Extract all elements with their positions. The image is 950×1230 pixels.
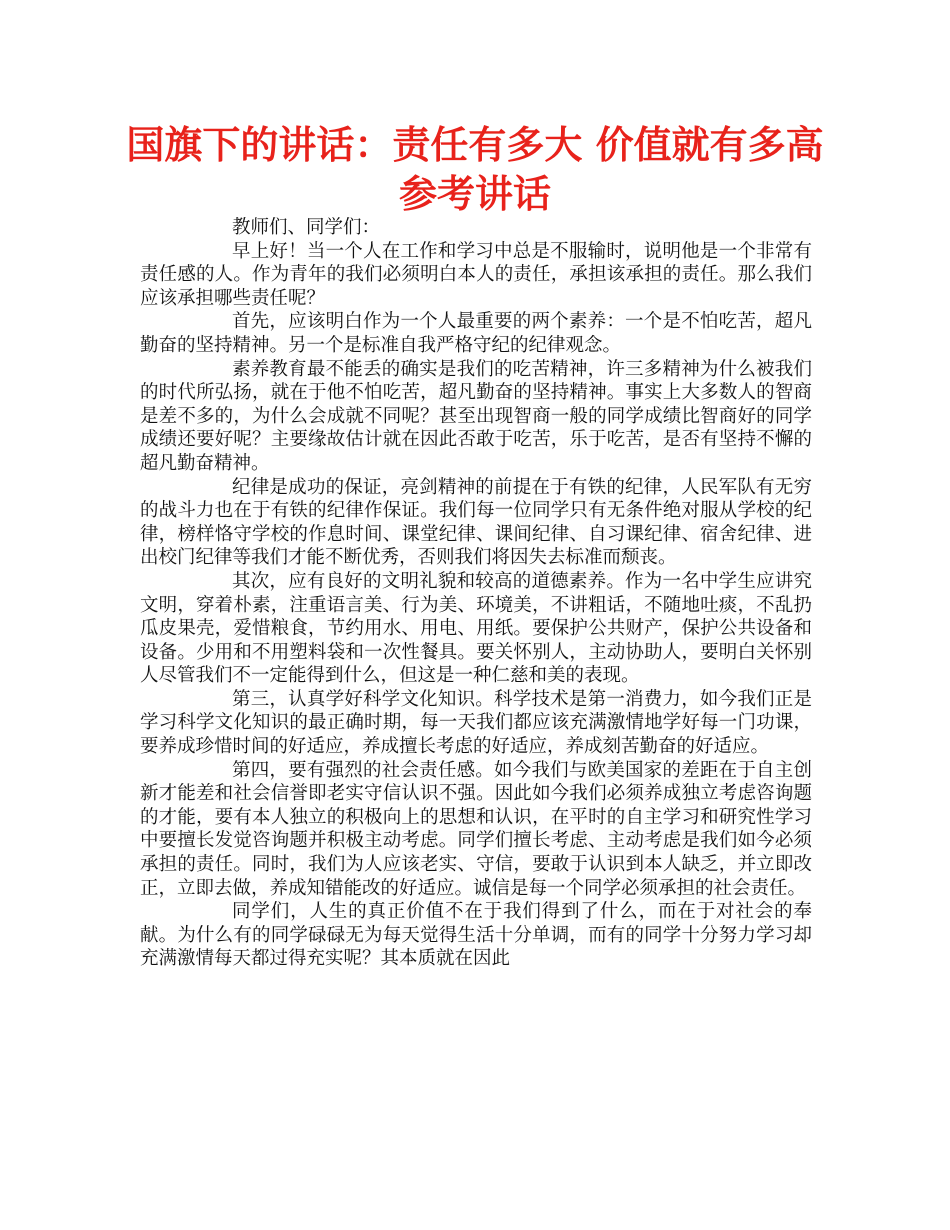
document-title-line2: 参考讲话 [398,172,551,216]
paragraph-2: 首先，应该明白作为一个人最重要的两个素养：一个是不怕吃苦，超凡勤奋的坚持精神。另一个是标准自我严格守纪的纪律观念。 [140,311,812,356]
salutation: 教师们、同学们： [232,217,381,238]
document-body [140,216,812,971]
paragraph-4: 纪律是成功的保证，亮剑精神的前提在于有铁的纪律，人民军队有无穷的战斗力也在于有铁的纪律作保证。我们每一位同学只有无条件绝对服从学校的纪律，榜样恪守学校的作息时间、课堂纪律、课间纪律、自习课纪律、宿舍纪律、进出校门纪律等我们才能不断优秀，否则我们将因失去标准而颓丧。 [140,476,812,569]
paragraph-3: 素养教育最不能丢的确实是我们的吃苦精神，许三多精神为什么被我们的时代所弘扬，就在于他不怕吃苦，超凡勤奋的坚持精神。事实上大多数人的智商是差不多的，为什么会成就不同呢？甚至出现智商一般的同学成绩比智商好的同学成绩还要好呢？主要缘故估计就在因此否敢于吃苦，乐于吃苦，是否有坚持不懈的超凡勤奋精神。 [140,358,812,474]
document-title-line1: 国旗下的讲话：责任有多大 价值就有多高 [126,123,824,167]
paragraph-5: 其次，应有良好的文明礼貌和较高的道德素养。作为一名中学生应讲究文明，穿着朴素，注重语言美、行为美、环境美，不讲粗话，不随地吐痰，不乱扔瓜皮果壳，爱惜粮食，节约用水、用电、用纸。要保护公共财产，保护公共设备和设备。少用和不用塑料袋和一次性餐具。要关怀别人，主动协助人，要明白关怀别人尽管我们不一定能得到什么，但这是一种仁慈和美的表现。 [140,570,812,687]
paragraph-8: 同学们，人生的真正价值不在于我们得到了什么，而在于对社会的奉献。为什么有的同学碌碌无为每天觉得生活十分单调，而有的同学十分努力学习却充满激情每天都过得充实呢？其本质就在因此 [140,901,812,970]
paragraph-7: 第四，要有强烈的社会责任感。如今我们与欧美国家的差距在于自主创新才能差和社会信誉即老实守信认识不强。因此如今我们必须养成独立考虑咨询题的才能，要有本人独立的积极向上的思想和认识，在平时的自主学习和研究性学习中要擅长发觉咨询题并积极主动考虑。同学们擅长考虑、主动考虑是我们如今必须承担的责任。同时，我们为人应该老实、守信，要敢于认识到本人缺乏，并立即改正，立即去做，养成知错能改的好适应。诚信是每一个同学必须承担的社会责任。 [140,759,812,899]
paragraph-1: 早上好！当一个人在工作和学习中总是不服输时，说明他是一个非常有责任感的人。作为青年的我们必须明白本人的责任，承担该承担的责任。那么我们应该承担哪些责任呢？ [140,240,812,309]
paragraph-6: 第三，认真学好科学文化知识。科学技术是第一消费力，如今我们正是学习科学文化知识的最正确时期，每一天我们都应该充满激情地学好每一门功课，要养成珍惜时间的好适应，养成擅长考虑的好适应，养成刻苦勤奋的好适应。 [140,688,812,758]
